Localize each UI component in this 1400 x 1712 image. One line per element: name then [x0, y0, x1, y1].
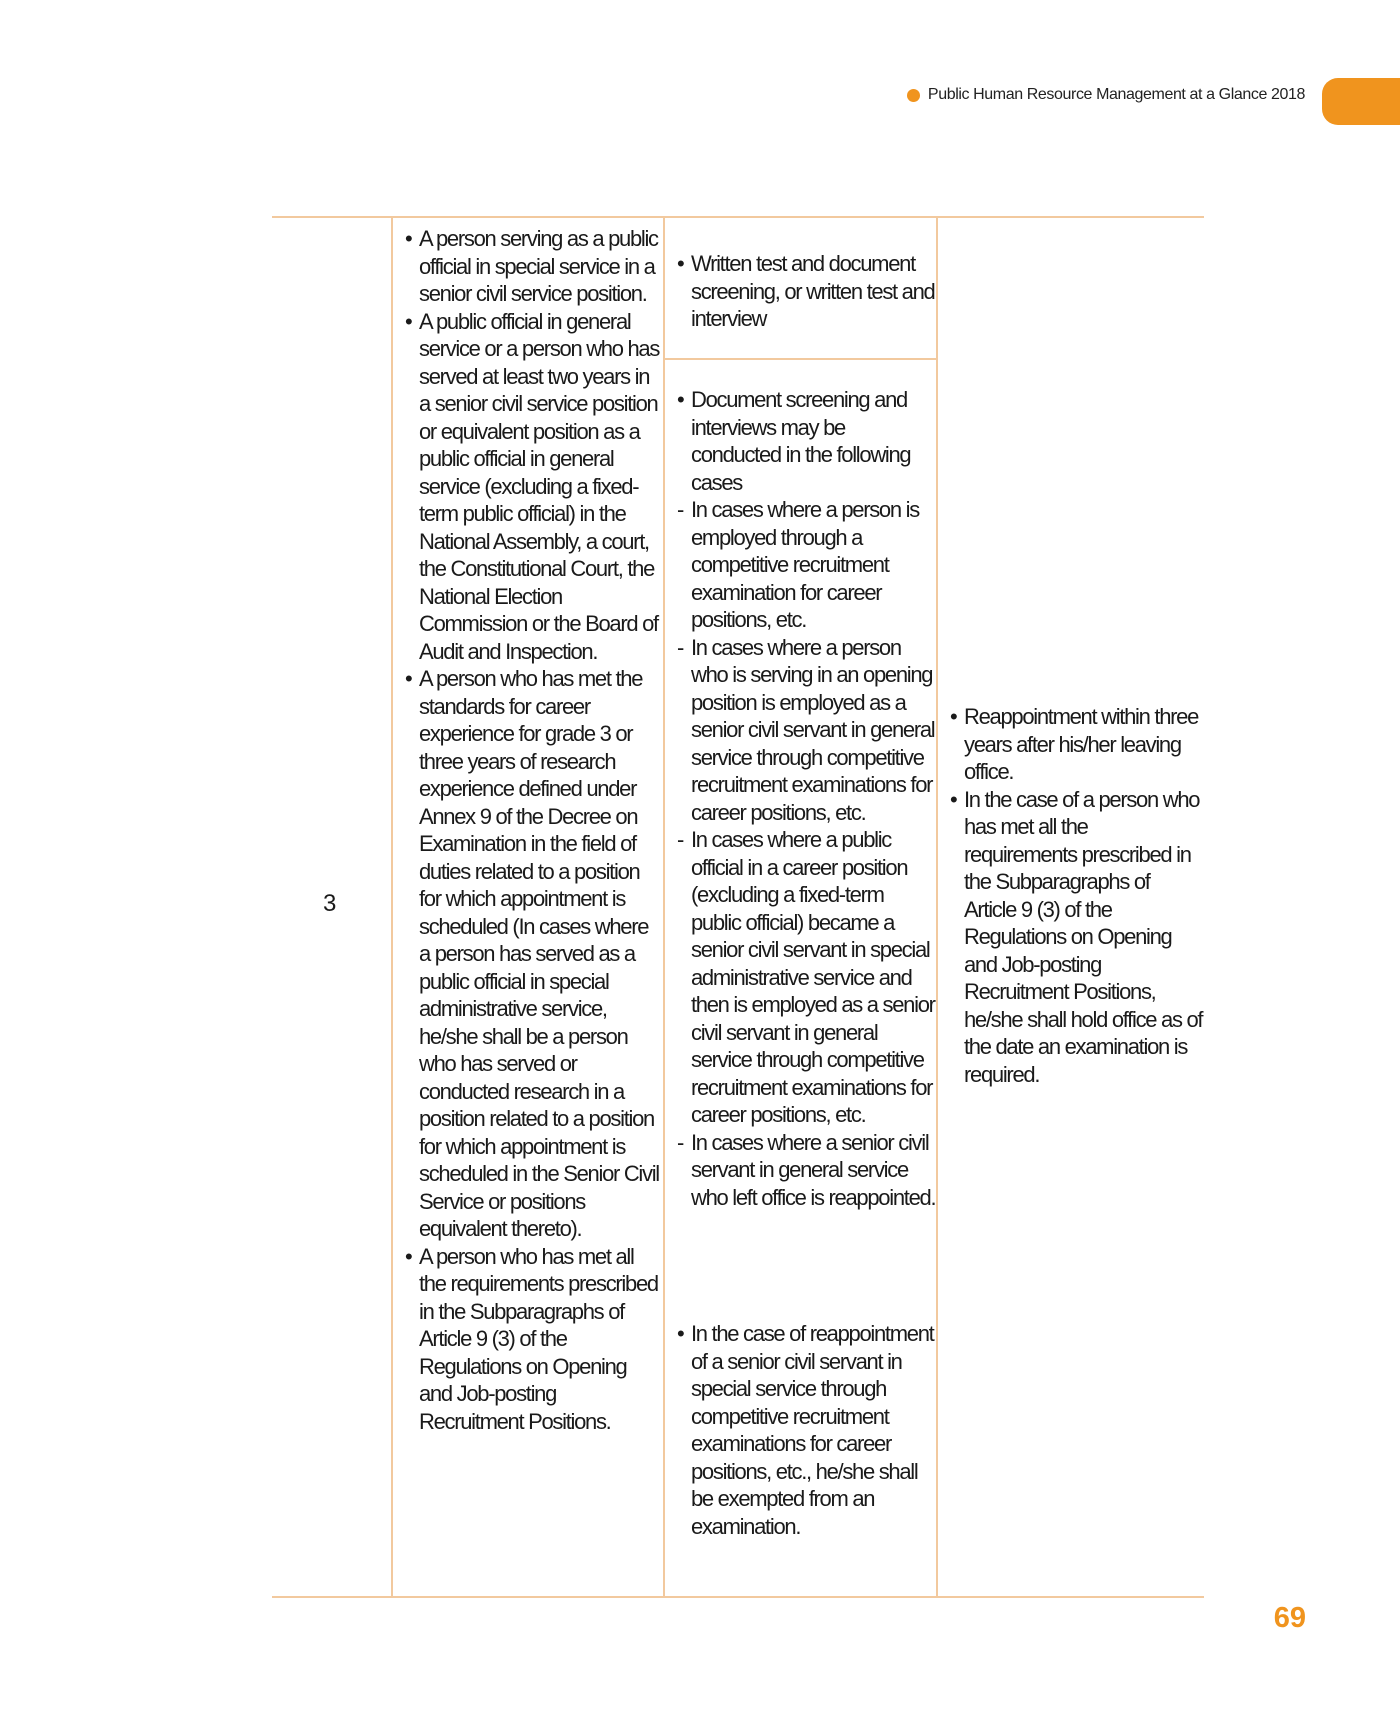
list-item — [938, 786, 1204, 1089]
bullet-marker: • — [405, 1243, 412, 1269]
bullet-marker: • — [405, 666, 412, 691]
dash-marker: - — [677, 634, 684, 660]
list-item — [393, 1243, 663, 1436]
bullet-dot-icon — [907, 89, 920, 102]
list-item-text: In cases where a senior civil servant in general service who left office is reappointed. — [691, 1129, 936, 1210]
dash-marker: - — [677, 497, 684, 522]
bullet-marker: • — [405, 226, 412, 251]
list-item — [393, 225, 663, 308]
list-item-text: Written test and document screening, or written test and interview — [691, 251, 935, 331]
dash-marker: - — [677, 1129, 684, 1155]
bullet-marker: • — [405, 308, 412, 334]
section-tab — [1322, 78, 1400, 125]
list-item-text: A person who has met the standards for career experience for grade 3 or three years of research experience defined under Annex 9 of the Decree on Examination in the field of duties related to a position for which appointment is scheduled (In cases where a person has served as a public official in special administrative service, he/she shall be a person who has served or conducted research in a position related to a position for which appointment is scheduled in the Senior Civil Service or positions equivalent thereto). — [419, 666, 659, 1241]
list-item-text: In cases where a person is employed through a competitive recruitment examination for career positions, etc. — [691, 497, 919, 632]
bullet-marker: • — [677, 251, 684, 276]
reappointment-list — [938, 703, 1204, 1088]
header-title: Public Human Resource Management at a Glance 2018 — [927, 86, 1305, 103]
bullet-marker: • — [677, 1321, 684, 1346]
column-examination — [665, 218, 938, 1596]
column-eligibility — [393, 218, 665, 1596]
list-item-text: Document screening and interviews may be conducted in the following cases — [691, 387, 911, 495]
running-header — [907, 86, 1305, 104]
list-item — [665, 386, 936, 496]
exemption-list — [665, 1320, 936, 1540]
bullet-marker: • — [950, 786, 957, 812]
column-number — [272, 218, 393, 1596]
screening-cases-list — [665, 386, 936, 1211]
list-item — [665, 1320, 936, 1540]
sub-list-item — [665, 1129, 936, 1212]
bullet-marker: • — [950, 704, 957, 729]
list-item-text: A person serving as a public official in special service in a senior civil service position. — [419, 226, 658, 306]
list-item — [393, 665, 663, 1243]
eligibility-list — [393, 225, 663, 1435]
list-item — [938, 703, 1204, 786]
sub-list-item — [665, 826, 936, 1129]
cell-divider — [665, 358, 936, 360]
sub-list-item — [665, 496, 936, 634]
column-exemptions — [938, 218, 1204, 1596]
list-item-text: In the case of a person who has met all the requirements prescribed in the Subparagraphs of Article 9 (3) of the Regulations on Opening and Job-posting Recruitment Positions, he/she shall hold office as of the date an examination is required. — [964, 786, 1203, 1087]
list-item-text: In the case of reappointment of a senior civil servant in special service through competitive recruitment examinations for career positions, etc., he/she shall be exempted from an examination. — [691, 1321, 934, 1539]
list-item-text: In cases where a public official in a career position (excluding a fixed-term public official) became a senior civil servant in special administrative service and then is employed as a senior civil servant in general service through competitive recruitment examinations for career positions, etc. — [691, 827, 935, 1127]
requirements-table — [272, 216, 1204, 1598]
list-item — [393, 308, 663, 666]
dash-marker: - — [677, 827, 684, 852]
bullet-marker: • — [677, 387, 684, 412]
list-item — [665, 250, 936, 333]
list-item-text: A person who has met all the requirements prescribed in the Subparagraphs of Article 9 (3) of the Regulations on Opening and Job-posting Recruitment Positions. — [419, 1243, 658, 1434]
sub-list-item — [665, 634, 936, 827]
list-item-text: Reappointment within three years after his/her leaving office. — [964, 704, 1199, 784]
list-item-text: In cases where a person who is serving in an opening position is employed as a senior civil servant in general service through competitive recruitment examinations for career positions, etc. — [691, 634, 935, 825]
exam-method-list — [665, 250, 936, 333]
list-item-text: A public official in general service or a person who has served at least two years in a senior civil service position or equivalent position as a public official in general service (excluding a fixed-term public official) in the National Assembly, a court, the Constitutional Court, the National Election Commission or the Board of Audit and Inspection. — [419, 308, 660, 664]
row-number: 3 — [323, 890, 337, 917]
page-number: 69 — [1273, 1602, 1306, 1634]
